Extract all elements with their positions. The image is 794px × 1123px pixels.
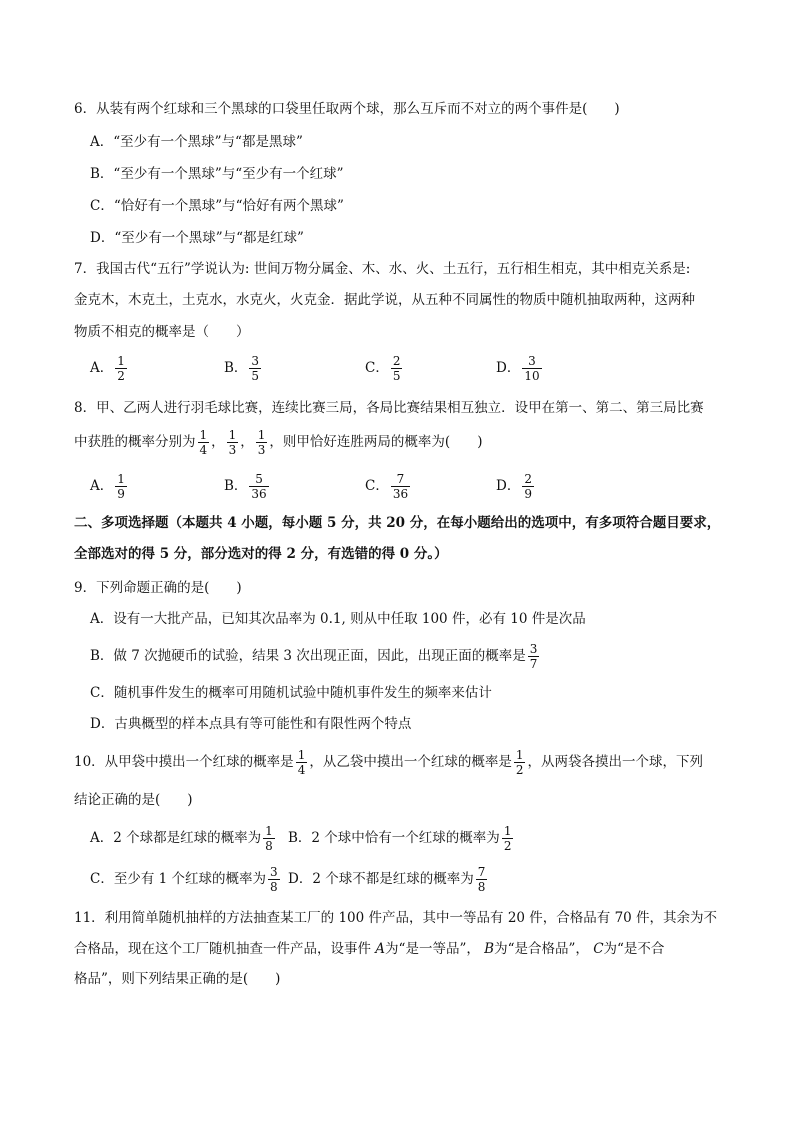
q11-line-2-part-d: 为“是不合 [603,941,665,957]
q7-option-d-fraction [522,354,541,383]
q10-option-c [90,861,282,897]
q10-option-a-fraction [263,824,275,853]
q10-stem-line-2: 结论正确的是( ) [74,792,193,808]
denominator: 9 [524,487,532,501]
q8-separator: ， [211,434,225,450]
q7-option-b [224,350,263,386]
q8-option-d [496,468,536,504]
q7-stem-line-1: 7．我国古代“五行”学说认为: 世间万物分属金、木、水、火、土五行，五行相生相克，其中相克关系是: [74,261,691,277]
q7-option-c [365,350,404,386]
numerator: 1 [228,428,237,442]
q7-option-b-fraction [249,354,261,383]
q10-option-c-text: C．至少有 1 个红球的概率为 [90,871,267,887]
denominator: 4 [199,443,208,457]
denominator: 5 [392,369,401,383]
q10-option-b-text: B．2 个球中恰有一个红球的概率为 [288,830,500,846]
q8-stem-prefix: 中获胜的概率分别为 [74,434,196,450]
numerator: 3 [251,354,260,368]
q10-stem-middle: ，从乙袋中摸出一个红球的概率是 [309,754,512,770]
q7-option-d-label: D． [496,360,521,376]
q11-stem-line-2 [74,939,664,959]
q8-prob-3 [256,428,268,457]
numerator: 5 [249,472,268,487]
q8-stem-suffix: ，则甲恰好连胜两局的概率为( ) [269,434,483,450]
q10-option-d-text: D．2 个球不都是红球的概率为 [288,871,474,887]
section-2-heading-line-2: 全部选对的得 5 分，部分选对的得 2 分，有选错的得 0 分。） [74,546,448,562]
denominator: 8 [270,880,278,894]
denominator: 36 [392,487,409,501]
q10-option-b-fraction [502,824,514,853]
numerator: 1 [265,824,273,838]
q9-option-c: C．随机事件发生的概率可用随机试验中随机事件发生的频率来估计 [90,685,492,701]
numerator: 1 [117,472,125,486]
denominator: 7 [529,657,538,671]
q10-option-a-text: A．2 个球都是红球的概率为 [90,830,262,846]
q8-option-d-fraction [522,472,534,501]
denominator: 10 [524,369,540,383]
q11-event-c: C [593,941,604,957]
numerator: 1 [199,428,208,442]
numerator: 1 [297,748,306,762]
q6-option-d: D．“至少有一个黑球”与“都是红球” [90,230,304,246]
numerator: 2 [524,472,532,486]
q8-option-d-label: D． [496,478,521,494]
q8-stem-line-1: 8．甲、乙两人进行羽毛球比赛，连续比赛三局，各局比赛结果相互独立．设甲在第一、第二、第三局比赛 [74,400,704,416]
q8-option-b-label: B． [224,478,248,494]
q10-option-a [90,820,277,856]
numerator: 1 [257,428,266,442]
q7-option-a-fraction [115,354,127,383]
q8-option-c-label: C． [365,478,389,494]
q8-option-a-label: A． [90,478,114,494]
denominator: 2 [515,763,524,777]
denominator: 3 [257,443,266,457]
q8-option-a-fraction [115,472,127,501]
q10-fraction-1 [296,748,308,777]
denominator: 9 [117,487,125,501]
numerator: 1 [515,748,524,762]
q9-stem: 9．下列命题正确的是( ) [74,580,242,596]
denominator: 8 [265,839,273,853]
q11-line-2-part-b: 为“是一等品”， [385,941,485,957]
numerator: 2 [392,354,401,368]
numerator: 1 [117,354,125,368]
q6-option-b: B．“至少有一个黑球”与“至少有一个红球” [90,166,344,182]
q9-option-b-fraction [528,642,540,671]
q10-stem-prefix: 10．从甲袋中摸出一个红球的概率是 [74,754,294,770]
denominator: 3 [228,443,237,457]
numerator: 3 [529,642,538,656]
q10-option-c-fraction [268,865,280,894]
denominator: 4 [297,763,306,777]
denominator: 2 [503,839,512,853]
q8-option-c [365,468,412,504]
numerator: 7 [477,865,486,879]
q7-option-b-label: B． [224,360,248,376]
q10-option-d-fraction [476,865,488,894]
denominator: 2 [117,369,125,383]
q6-option-c: C．“恰好有一个黑球”与“恰好有两个黑球” [90,198,344,214]
denominator: 8 [477,880,486,894]
q10-option-b [288,820,515,856]
numerator: 7 [391,472,410,487]
q8-option-c-fraction [391,472,410,501]
numerator: 1 [503,824,512,838]
q8-prob-2 [227,428,239,457]
q7-option-a-label: A． [90,360,114,376]
q11-line-2-part-a: 合格品，现在这个工厂随机抽查一件产品，设事件 [74,941,376,957]
q11-stem-line-1: 11．利用简单随机抽样的方法抽查某工厂的 100 件产品，其中一等品有 20 件，合格品有 70 件，其余为不 [74,910,718,926]
q8-option-a [90,468,129,504]
q9-option-a: A．设有一大批产品，已知其次品率为 0.1, 则从中任取 100 件，必有 10 件是次品 [90,611,586,627]
q7-option-a [90,350,129,386]
q8-separator: ， [240,434,254,450]
q7-option-d [496,350,544,386]
q10-stem-suffix: ，从两袋各摸出一个球，下列 [527,754,703,770]
q10-fraction-2 [514,748,526,777]
q10-stem-line-1 [74,744,703,780]
q11-stem-line-3: 格品”，则下列结果正确的是( ) [74,971,281,987]
q11-event-a: A [375,941,386,957]
q7-option-c-fraction [391,354,403,383]
q9-option-b-text: B．做 7 次抛硬币的试验，结果 3 次出现正面，因此，出现正面的概率是 [90,648,526,664]
q11-event-b: B [484,941,495,957]
numerator: 3 [270,865,278,879]
q8-prob-1 [198,428,210,457]
q6-stem: 6．从装有两个红球和三个黑球的口袋里任取两个球，那么互斥而不对立的两个事件是( ) [74,101,620,117]
denominator: 5 [251,369,260,383]
q9-option-b [90,638,541,674]
q8-option-b-fraction [249,472,268,501]
numerator: 3 [522,354,541,369]
q7-stem-line-2: 金克木，木克土，土克水，水克火，火克金．据此学说，从五种不同属性的物质中随机抽取两种，这两种 [74,292,695,308]
q7-option-c-label: C． [365,360,389,376]
q8-stem-line-2 [74,424,482,460]
q8-option-b [224,468,271,504]
q7-stem-line-3: 物质不相克的概率是（ ） [74,324,250,340]
q11-line-2-part-c: 为“是合格品”， [494,941,594,957]
denominator: 36 [251,487,267,501]
q10-option-d [288,861,489,897]
section-2-heading-line-1: 二、多项选择题（本题共 4 小题，每小题 5 分，共 20 分，在每小题给出的选项中，有多项符合题目要求， [74,515,721,531]
q9-option-d: D．古典概型的样本点具有等可能性和有限性两个特点 [90,716,412,732]
q6-option-a: A．“至少有一个黑球”与“都是黑球” [90,134,303,150]
